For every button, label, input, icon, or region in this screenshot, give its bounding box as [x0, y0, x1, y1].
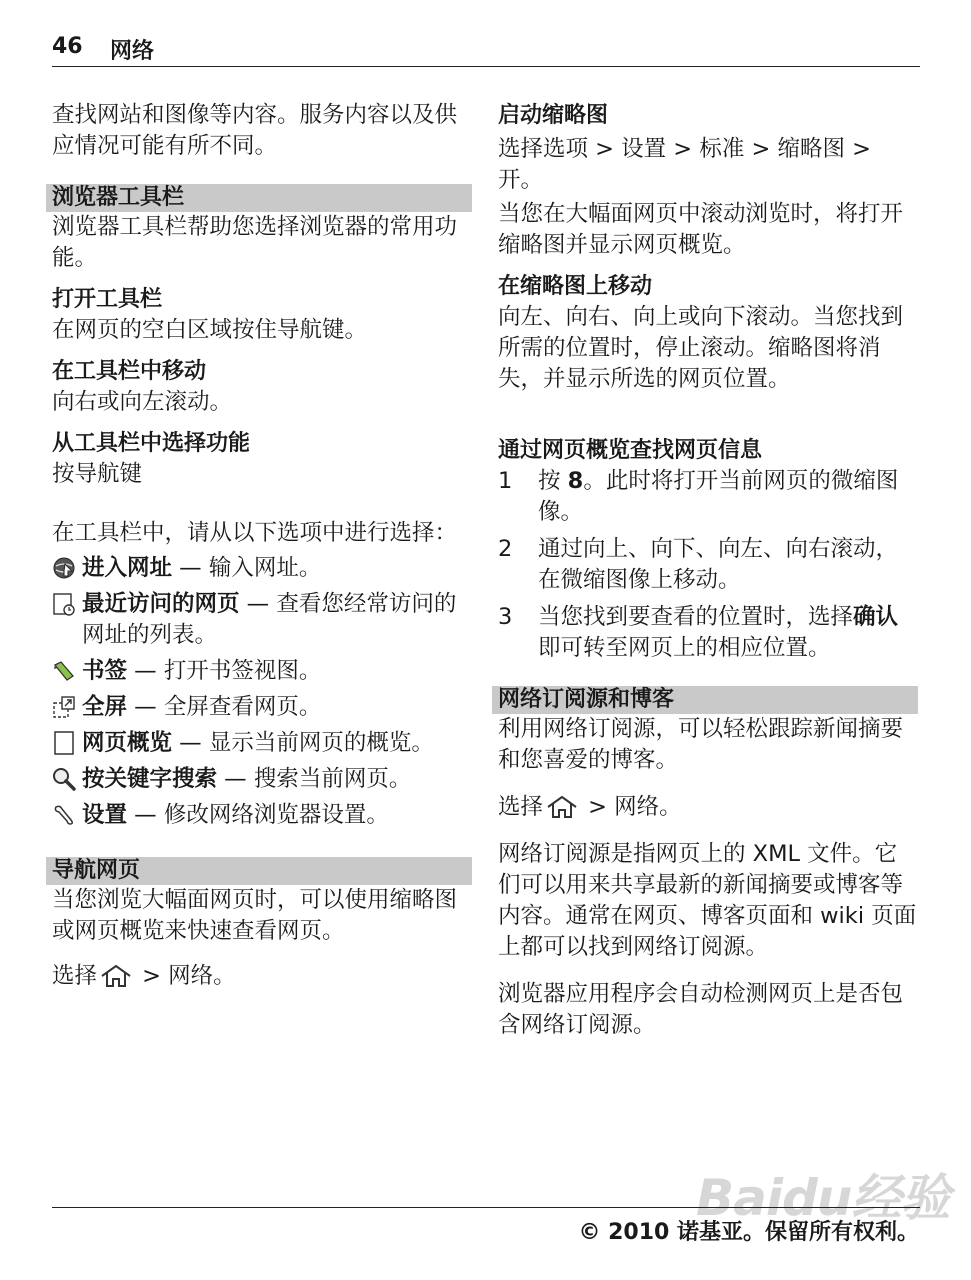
home-icon	[99, 964, 133, 988]
step-text: 当您找到要查看的位置时，选择	[538, 604, 854, 630]
option-label: 设置	[82, 802, 128, 828]
navigate-heading: 导航网页	[46, 857, 472, 885]
option-fullscreen	[52, 692, 472, 723]
globe-arrow-icon	[52, 556, 76, 580]
option-desc: — 打开书签视图。	[127, 658, 322, 684]
thumbnail-path: 选择选项 > 设置 > 标准 > 缩略图 > 开。	[498, 136, 871, 193]
option-keyword-search	[52, 764, 472, 795]
step-text: 通过向上、向下、向左、向右滚动，在微缩图像上移动。	[538, 536, 899, 593]
thumbnail-desc: 当您在大幅面网页中滚动浏览时，将打开缩略图并显示网页概览。	[498, 201, 904, 258]
select-function-heading: 从工具栏中选择功能	[52, 431, 251, 456]
step-2	[498, 534, 918, 596]
page-header	[52, 32, 920, 67]
feeds-desc: 利用网络订阅源，可以轻松跟踪新闻摘要和您喜爱的博客。	[498, 716, 904, 773]
option-label: 进入网址	[82, 555, 173, 581]
navigate-select-path	[52, 961, 472, 992]
thumbnail-move-heading: 在缩略图上移动	[498, 274, 653, 299]
copyright: © 2010 诺基亚。保留所有权利。	[578, 1220, 919, 1245]
option-desc: — 搜索当前网页。	[217, 766, 412, 792]
move-toolbar-heading: 在工具栏中移动	[52, 359, 207, 384]
select-suffix: > 网络。	[581, 794, 682, 820]
option-desc: — 查看您经常访问的网址的列表。	[82, 591, 457, 648]
option-label: 全屏	[82, 694, 128, 720]
find-info-heading: 通过网页概览查找网页信息	[498, 438, 763, 463]
thumbnail-move-desc: 向左、向右、向上或向下滚动。当您找到所需的位置时，停止滚动。缩略图将消失，并显示所选的网页位置。	[498, 304, 904, 392]
options-intro: 在工具栏中，请从以下选项中进行选择：	[52, 520, 458, 546]
option-desc: — 输入网址。	[172, 555, 322, 581]
option-bookmarks	[52, 656, 472, 687]
step-text: 按	[538, 468, 568, 494]
open-toolbar-text: 在网页的空白区域按住导航键。	[52, 317, 368, 343]
step-number: 3	[498, 604, 513, 630]
option-recent-pages	[52, 589, 472, 651]
step-text: 即可转至网页上的相应位置。	[538, 635, 831, 661]
select-function-text: 按导航键	[52, 461, 143, 487]
step-3	[498, 602, 918, 664]
left-column	[52, 100, 472, 992]
toolbar-desc: 浏览器工具栏帮助您选择浏览器的常用功能。	[52, 214, 458, 271]
option-settings	[52, 800, 472, 831]
intro-text: 查找网站和图像等内容。服务内容以及供应情况可能有所不同。	[52, 102, 458, 159]
section-title: 网络	[110, 39, 155, 64]
navigate-desc: 当您浏览大幅面网页时，可以使用缩略图或网页概览来快速查看网页。	[52, 887, 458, 944]
option-desc: — 全屏查看网页。	[127, 694, 322, 720]
page-number: 46	[52, 34, 83, 59]
right-column	[498, 100, 918, 1041]
option-label: 按关键字搜索	[82, 766, 218, 792]
option-go-to-address	[52, 553, 472, 584]
option-page-overview	[52, 728, 472, 759]
footer-divider	[52, 1207, 920, 1208]
option-desc: — 修改网络浏览器设置。	[127, 802, 389, 828]
step-key: 8	[567, 468, 584, 494]
page-overview-icon	[52, 731, 76, 755]
feeds-explanation: 网络订阅源是指网页上的 XML 文件。它们可以用来共享最新的新闻摘要或博客等内容。通常在网页、博客页面和 wiki 页面上都可以找到网络订阅源。	[498, 841, 917, 960]
option-label: 书签	[82, 658, 128, 684]
step-1	[498, 466, 918, 528]
select-suffix: > 网络。	[135, 963, 236, 989]
option-label: 最近访问的网页	[82, 591, 240, 617]
bookmark-icon	[52, 659, 76, 683]
option-desc: — 显示当前网页的概览。	[172, 730, 434, 756]
home-icon	[545, 795, 579, 819]
feeds-heading: 网络订阅源和博客	[492, 686, 918, 714]
select-prefix: 选择	[52, 963, 98, 989]
option-label: 网页概览	[82, 730, 173, 756]
select-prefix: 选择	[498, 794, 544, 820]
step-text: 。此时将打开当前网页的微缩图像。	[538, 468, 899, 525]
feeds-select-path	[498, 792, 918, 823]
step-number: 2	[498, 536, 513, 562]
thumbnail-heading: 启动缩略图	[498, 103, 609, 128]
step-key: 确认	[853, 604, 899, 630]
watermark: Baidu经验	[696, 1169, 950, 1227]
recent-pages-icon	[52, 592, 76, 616]
step-number: 1	[498, 468, 513, 494]
toolbar-heading: 浏览器工具栏	[46, 184, 472, 212]
move-toolbar-text: 向右或向左滚动。	[52, 389, 233, 415]
open-toolbar-heading: 打开工具栏	[52, 287, 163, 312]
wrench-icon	[52, 803, 76, 827]
fullscreen-icon	[52, 695, 76, 719]
feeds-auto-detect: 浏览器应用程序会自动检测网页上是否包含网络订阅源。	[498, 981, 904, 1038]
search-icon	[52, 767, 76, 791]
